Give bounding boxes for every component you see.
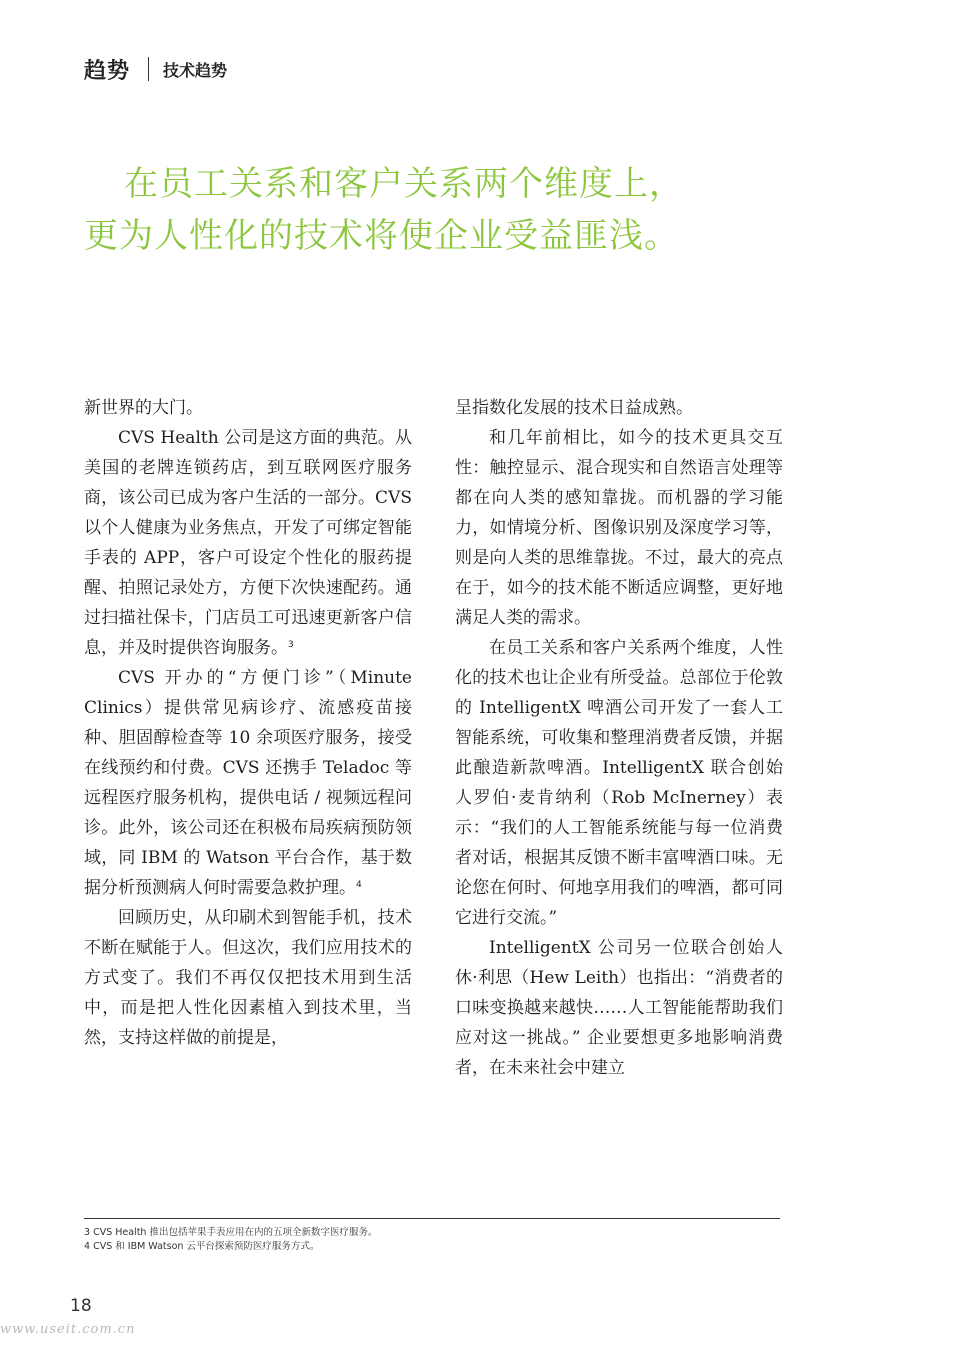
paragraph: CVS 开办的“方便门诊”（Minute Clinics）提供常见病诊疗、流感疫苗接种、胆固醇检查等 10 余项医疗服务，接受在线预约和付费。CVS 还携手 Teladoc 等远程医疗服务机构，提供电话 / 视频远程问诊。此外，该公司还在积极布局疾病预防领域，同 IBM 的 Watson 平台合作，基于数据分析预测病人何时需要急救护理。$^4$ — [84, 668, 412, 898]
pull-quote-headline — [84, 158, 884, 262]
paragraph: 呈指数化发展的技术日益成熟。 — [455, 398, 693, 418]
right-column — [455, 393, 783, 1083]
headline-line-1: 在员工关系和客户关系两个维度上， — [124, 164, 684, 204]
footnote-ref: 3 — [288, 640, 294, 650]
paragraph: 回顾历史，从印刷术到智能手机，技术不断在赋能于人。但这次，我们应用技术的方式变了。我们不再仅仅把技术用到生活中，而是把人性化因素植入到技术里，当然，支持这样做的前提是， — [84, 908, 412, 1048]
footnotes — [84, 1226, 377, 1254]
page-header — [84, 52, 227, 86]
header-divider — [148, 57, 149, 81]
footnote: 4 CVS 和 IBM Watson 云平台探索预防医疗服务方式。 — [84, 1241, 320, 1252]
paragraph: 在员工关系和客户关系两个维度，人性化的技术也让企业有所受益。总部位于伦敦的 IntelligentX 啤酒公司开发了一套人工智能系统，可收集和整理消费者反馈，并据此酿造新款啤酒。IntelligentX 联合创始人罗伯·麦肯纳利（Rob McInerney）表示：“我们的人工智能系统能与每一位消费者对话，根据其反馈不断丰富啤酒口味。无论您在何时、何地享用我们的啤酒，都可同它进行交流。” — [455, 638, 783, 928]
headline-line-2: 更为人性化的技术将使企业受益匪浅。 — [84, 216, 679, 256]
paragraph: 新世界的大门。 — [84, 398, 203, 418]
footnote: 3 CVS Health 推出包括苹果手表应用在内的五项全新数字医疗服务。 — [84, 1227, 378, 1238]
footnote-divider — [84, 1218, 780, 1219]
watermark: www.useit.com.cn — [0, 1322, 136, 1337]
section-title: 趋势 — [84, 58, 131, 84]
paragraph: 和几年前相比，如今的技术更具交互性：触控显示、混合现实和自然语言处理等都在向人类的感知靠拢。而机器的学习能力，如情境分析、图像识别及深度学习等，则是向人类的思维靠拢。不过，最大的亮点在于，如今的技术能不断适应调整，更好地满足人类的需求。 — [455, 428, 783, 628]
footnote-ref: 4 — [356, 880, 362, 890]
paragraph: IntelligentX 公司另一位联合创始人休·利思（Hew Leith）也指出：“消费者的口味变换越来越快……人工智能能帮助我们应对这一挑战。” 企业要想更多地影响消费者，在未来社会中建立 — [455, 938, 783, 1078]
paragraph: CVS Health 公司是这方面的典范。从美国的老牌连锁药店，到互联网医疗服务商，该公司已成为客户生活的一部分。CVS 以个人健康为业务焦点，开发了可绑定智能手表的 APP，客户可设定个性化的服药提醒、拍照记录处方，方便下次快速配药。通过扫描社保卡，门店员工可迅速更新客户信息，并及时提供咨询服务。$^3$ — [84, 428, 412, 658]
left-column — [84, 393, 412, 1053]
subsection-title: 技术趋势 — [163, 60, 228, 80]
page-number: 18 — [70, 1296, 92, 1316]
